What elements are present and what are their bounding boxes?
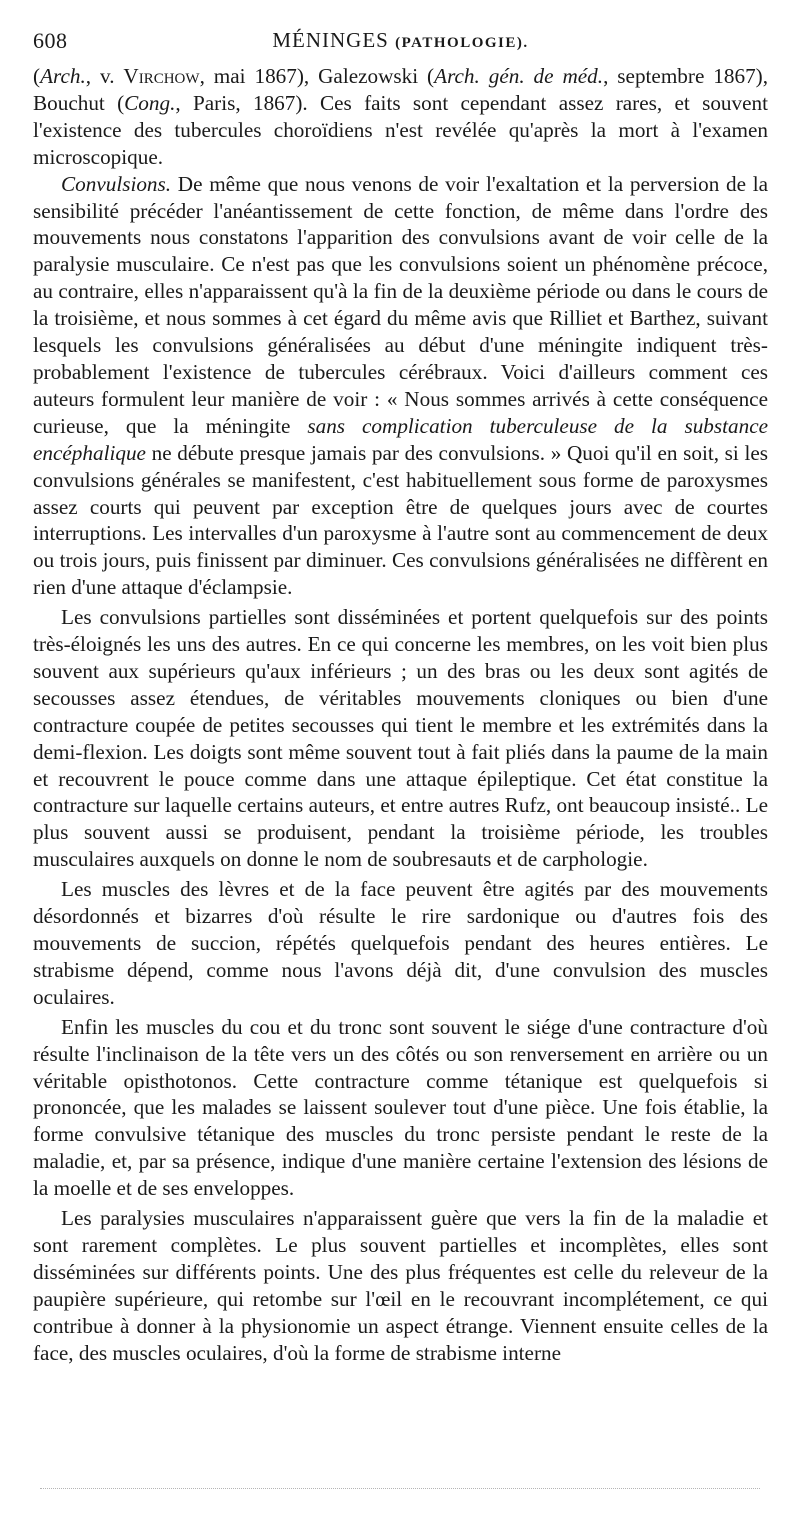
text-segment: ( [33,64,41,88]
text-segment: , v. [85,64,124,88]
running-head-subtitle: (PATHOLOGIE). [395,35,529,51]
page-number: 608 [33,28,68,53]
page-header [33,28,768,62]
paragraph-text: ne débute presque jamais par des convulsions. » Quoi qu'il en soit, si les convulsions générales se manifestent, c'est habituellement sous forme de paroxysmes assez courts qui peuvent par exception être de quelques jours avec de courtes interruptions. Les intervalles d'un paroxysme à l'autre sont au commencement de deux ou trois jours, puis finissent par diminuer. Ces convulsions généralisées ne diffèrent en rien d'une attaque d'éclampsie. [33,440,769,600]
footer-divider [40,1488,760,1489]
paragraph-neck-trunk [33,1014,768,1202]
paragraph-text: Enfin les muscles du cou et du tronc sont souvent le siége d'une contracture d'où résulte l'inclinaison de la tête vers un des côtés ou son renversement en arrière ou un véritable opisthotonos. Cette contracture comme tétanique est quelquefois si prononcée, que les malades se laissent soulever tout d'une pièce. Une fois établie, la forme convulsive tétanique des muscles du tronc persiste pendant le reste de la maladie, et, par sa présence, indique d'une manière certaine l'extension des lésions de la moelle et de ses enveloppes. [33,1014,768,1201]
text-segment: , Paris, 1867). Ces faits sont cependant assez rares, et souvent l'existence des tubercules choroïdiens n'est revélée qu'après la mort à l'examen microscopique. [33,90,768,169]
paragraph-text: Les paralysies musculaires n'apparaissent guère que vers la fin de la maladie et sont rarement complètes. Le plus souvent partielles et incomplètes, elles sont disséminées sur différents points. Une des plus fréquentes est celle du releveur de la paupière supérieure, qui retombe sur l'œil en le recouvrant incomplétement, ce qui contribue à donner à la physionomie un aspect étrange. Viennent ensuite celles de la face, des muscles oculaires, d'où la forme de strabisme interne [33,1206,768,1365]
body-text [33,63,768,1367]
running-head [33,28,768,53]
text-segment: , septembre 1867), Bouchut ( [33,64,769,115]
paragraph-convulsions [33,171,768,602]
section-lead-convulsions: Convulsions. [61,171,172,196]
citation-source-italic: Arch. [40,64,86,88]
paragraph-text: Les convulsions partielles sont disséminées et portent quelquefois sur des points très-éloignés les uns des autres. En ce qui concerne les membres, on les voit bien plus souvent aux supérieurs qu'aux inférieurs ; un des bras ou les deux sont agités de secousses assez étendues, de véritables mouvements cloniques ou bien d'une contracture coupée de petites secousses qui tient le membre et les extrémités dans la demi-flexion. Les doigts sont même souvent tout à fait pliés dans la paume de la main et recouvrent le pouce comme dans une attaque épileptique. Cet état constitue la contracture sur laquelle certains auteurs, et entre autres Rufz, ont beaucoup insisté.. Le plus souvent aussi se produisent, pendant la troisième période, les troubles musculaires auxquels on donne le nom de soubresauts et de carphologie. [33,605,768,872]
citation-source-italic: Cong. [124,90,176,115]
paragraph-1 [33,63,768,171]
text-segment: , mai 1867), Galezowski ( [199,64,435,88]
paragraph-text: De même que nous venons de voir l'exaltation et la perversion de la sensibilité précéder l'anéantissement de cette fonction, de même dans l'ordre des mouvements nous constatons l'apparition des convulsions avant de voir celle de la paralysie musculaire. Ce n'est pas que les convulsions soient un phénomène précoce, au contraire, elles n'apparaissent qu'à la fin de la deuxième période ou dans le cours de la troisième, et nous sommes à cet égard du même avis que Rilliet et Barthez, suivant lesquels les convulsions généralisées au début d'une méningite indiquent très-probablement l'existence de tubercules cérébraux. Voici d'ailleurs comment ces auteurs formulent leur manière de voir : « Nous sommes arrivés à cette conséquence curieuse, que la méningite [33,171,768,438]
quoted-italic-phrase: sans complication tuberculeuse de la substance encéphalique [33,413,769,465]
paragraph-partial-convulsions [33,604,768,873]
running-head-title: MÉNINGES [272,28,389,52]
author-name-smallcaps: Virchow [123,64,200,88]
paragraph-text: Les muscles des lèvres et de la face peuvent être agités par des mouvements désordonnés et bizarres d'où résulte le rire sardonique ou d'autres fois des mouvements de succion, répétés quelquefois pendant des heures entières. Le strabisme dépend, comme nous l'avons déjà dit, d'une convulsion des muscles oculaires. [33,877,768,1009]
paragraph-paralysis [33,1205,768,1366]
paragraph-face-muscles [33,876,768,1011]
citation-source-italic: Arch. gén. de méd. [434,64,604,88]
